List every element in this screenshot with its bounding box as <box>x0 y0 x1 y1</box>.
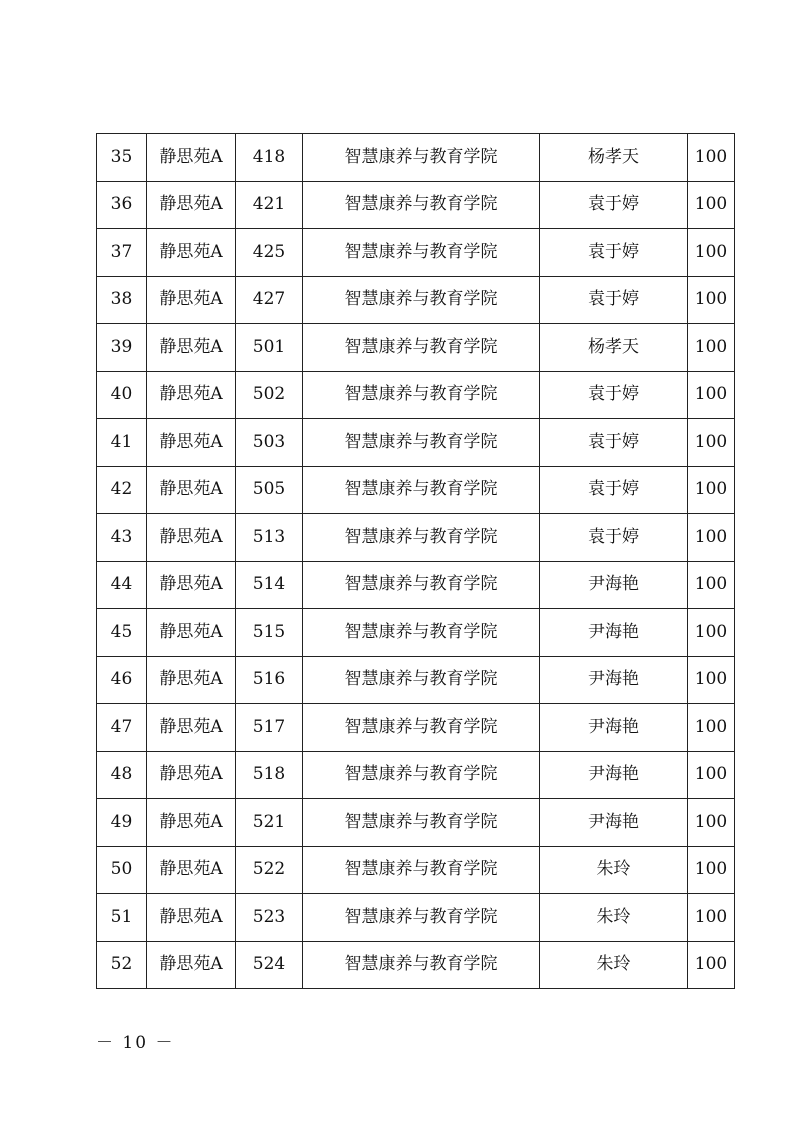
college-cell: 智慧康养与教育学院 <box>303 466 540 514</box>
building-cell: 静思苑A <box>147 181 236 229</box>
college-cell: 智慧康养与教育学院 <box>303 846 540 894</box>
row-number-cell: 52 <box>97 941 147 989</box>
table-row <box>97 466 735 514</box>
building-cell: 静思苑A <box>147 561 236 609</box>
responsible-person-cell: 朱玲 <box>540 846 688 894</box>
college-cell: 智慧康养与教育学院 <box>303 514 540 562</box>
building-cell: 静思苑A <box>147 941 236 989</box>
responsible-person-cell: 袁于婷 <box>540 229 688 277</box>
building-cell: 静思苑A <box>147 134 236 182</box>
responsible-person-cell: 朱玲 <box>540 894 688 942</box>
room-number-cell: 425 <box>236 229 303 277</box>
building-cell: 静思苑A <box>147 324 236 372</box>
college-cell: 智慧康养与教育学院 <box>303 799 540 847</box>
score-cell: 100 <box>688 514 735 562</box>
row-number-cell: 48 <box>97 751 147 799</box>
table-row <box>97 894 735 942</box>
room-number-cell: 515 <box>236 609 303 657</box>
table-row <box>97 799 735 847</box>
responsible-person-cell: 杨孝天 <box>540 324 688 372</box>
building-cell: 静思苑A <box>147 419 236 467</box>
responsible-person-cell: 尹海艳 <box>540 799 688 847</box>
college-cell: 智慧康养与教育学院 <box>303 656 540 704</box>
college-cell: 智慧康养与教育学院 <box>303 324 540 372</box>
row-number-cell: 42 <box>97 466 147 514</box>
score-cell: 100 <box>688 181 735 229</box>
table-row <box>97 324 735 372</box>
row-number-cell: 50 <box>97 846 147 894</box>
building-cell: 静思苑A <box>147 229 236 277</box>
responsible-person-cell: 杨孝天 <box>540 134 688 182</box>
row-number-cell: 43 <box>97 514 147 562</box>
dormitory-score-table <box>96 133 735 989</box>
responsible-person-cell: 袁于婷 <box>540 276 688 324</box>
college-cell: 智慧康养与教育学院 <box>303 751 540 799</box>
score-cell: 100 <box>688 229 735 277</box>
row-number-cell: 41 <box>97 419 147 467</box>
row-number-cell: 37 <box>97 229 147 277</box>
responsible-person-cell: 袁于婷 <box>540 419 688 467</box>
college-cell: 智慧康养与教育学院 <box>303 561 540 609</box>
college-cell: 智慧康养与教育学院 <box>303 941 540 989</box>
table-row <box>97 514 735 562</box>
row-number-cell: 46 <box>97 656 147 704</box>
college-cell: 智慧康养与教育学院 <box>303 134 540 182</box>
table-row <box>97 229 735 277</box>
responsible-person-cell: 尹海艳 <box>540 704 688 752</box>
score-cell: 100 <box>688 656 735 704</box>
room-number-cell: 505 <box>236 466 303 514</box>
score-cell: 100 <box>688 751 735 799</box>
responsible-person-cell: 袁于婷 <box>540 466 688 514</box>
table-row <box>97 751 735 799</box>
room-number-cell: 524 <box>236 941 303 989</box>
building-cell: 静思苑A <box>147 799 236 847</box>
table-row <box>97 276 735 324</box>
college-cell: 智慧康养与教育学院 <box>303 276 540 324</box>
college-cell: 智慧康养与教育学院 <box>303 419 540 467</box>
score-cell: 100 <box>688 276 735 324</box>
row-number-cell: 47 <box>97 704 147 752</box>
responsible-person-cell: 袁于婷 <box>540 371 688 419</box>
room-number-cell: 521 <box>236 799 303 847</box>
college-cell: 智慧康养与教育学院 <box>303 371 540 419</box>
table-row <box>97 134 735 182</box>
table-body <box>97 134 735 989</box>
room-number-cell: 501 <box>236 324 303 372</box>
room-number-cell: 427 <box>236 276 303 324</box>
score-cell: 100 <box>688 419 735 467</box>
room-number-cell: 516 <box>236 656 303 704</box>
responsible-person-cell: 袁于婷 <box>540 514 688 562</box>
score-cell: 100 <box>688 561 735 609</box>
row-number-cell: 36 <box>97 181 147 229</box>
table-row <box>97 609 735 657</box>
building-cell: 静思苑A <box>147 609 236 657</box>
row-number-cell: 40 <box>97 371 147 419</box>
score-cell: 100 <box>688 371 735 419</box>
building-cell: 静思苑A <box>147 514 236 562</box>
building-cell: 静思苑A <box>147 704 236 752</box>
college-cell: 智慧康养与教育学院 <box>303 704 540 752</box>
table-row <box>97 704 735 752</box>
college-cell: 智慧康养与教育学院 <box>303 181 540 229</box>
room-number-cell: 421 <box>236 181 303 229</box>
page-number: － 10 － <box>96 1033 175 1053</box>
score-cell: 100 <box>688 846 735 894</box>
room-number-cell: 518 <box>236 751 303 799</box>
room-number-cell: 513 <box>236 514 303 562</box>
score-cell: 100 <box>688 799 735 847</box>
score-cell: 100 <box>688 894 735 942</box>
score-cell: 100 <box>688 466 735 514</box>
responsible-person-cell: 尹海艳 <box>540 609 688 657</box>
college-cell: 智慧康养与教育学院 <box>303 894 540 942</box>
building-cell: 静思苑A <box>147 846 236 894</box>
row-number-cell: 35 <box>97 134 147 182</box>
building-cell: 静思苑A <box>147 894 236 942</box>
row-number-cell: 45 <box>97 609 147 657</box>
room-number-cell: 514 <box>236 561 303 609</box>
room-number-cell: 503 <box>236 419 303 467</box>
building-cell: 静思苑A <box>147 656 236 704</box>
room-number-cell: 517 <box>236 704 303 752</box>
responsible-person-cell: 尹海艳 <box>540 561 688 609</box>
table-row <box>97 656 735 704</box>
building-cell: 静思苑A <box>147 751 236 799</box>
row-number-cell: 49 <box>97 799 147 847</box>
row-number-cell: 39 <box>97 324 147 372</box>
score-cell: 100 <box>688 609 735 657</box>
building-cell: 静思苑A <box>147 276 236 324</box>
room-number-cell: 502 <box>236 371 303 419</box>
responsible-person-cell: 尹海艳 <box>540 656 688 704</box>
row-number-cell: 44 <box>97 561 147 609</box>
score-cell: 100 <box>688 324 735 372</box>
room-number-cell: 522 <box>236 846 303 894</box>
building-cell: 静思苑A <box>147 371 236 419</box>
score-cell: 100 <box>688 704 735 752</box>
table-row <box>97 846 735 894</box>
room-number-cell: 418 <box>236 134 303 182</box>
responsible-person-cell: 尹海艳 <box>540 751 688 799</box>
row-number-cell: 51 <box>97 894 147 942</box>
responsible-person-cell: 袁于婷 <box>540 181 688 229</box>
table-row <box>97 561 735 609</box>
college-cell: 智慧康养与教育学院 <box>303 229 540 277</box>
score-cell: 100 <box>688 941 735 989</box>
responsible-person-cell: 朱玲 <box>540 941 688 989</box>
building-cell: 静思苑A <box>147 466 236 514</box>
room-number-cell: 523 <box>236 894 303 942</box>
table-row <box>97 941 735 989</box>
table-row <box>97 419 735 467</box>
college-cell: 智慧康养与教育学院 <box>303 609 540 657</box>
score-cell: 100 <box>688 134 735 182</box>
table-row <box>97 371 735 419</box>
row-number-cell: 38 <box>97 276 147 324</box>
table-row <box>97 181 735 229</box>
